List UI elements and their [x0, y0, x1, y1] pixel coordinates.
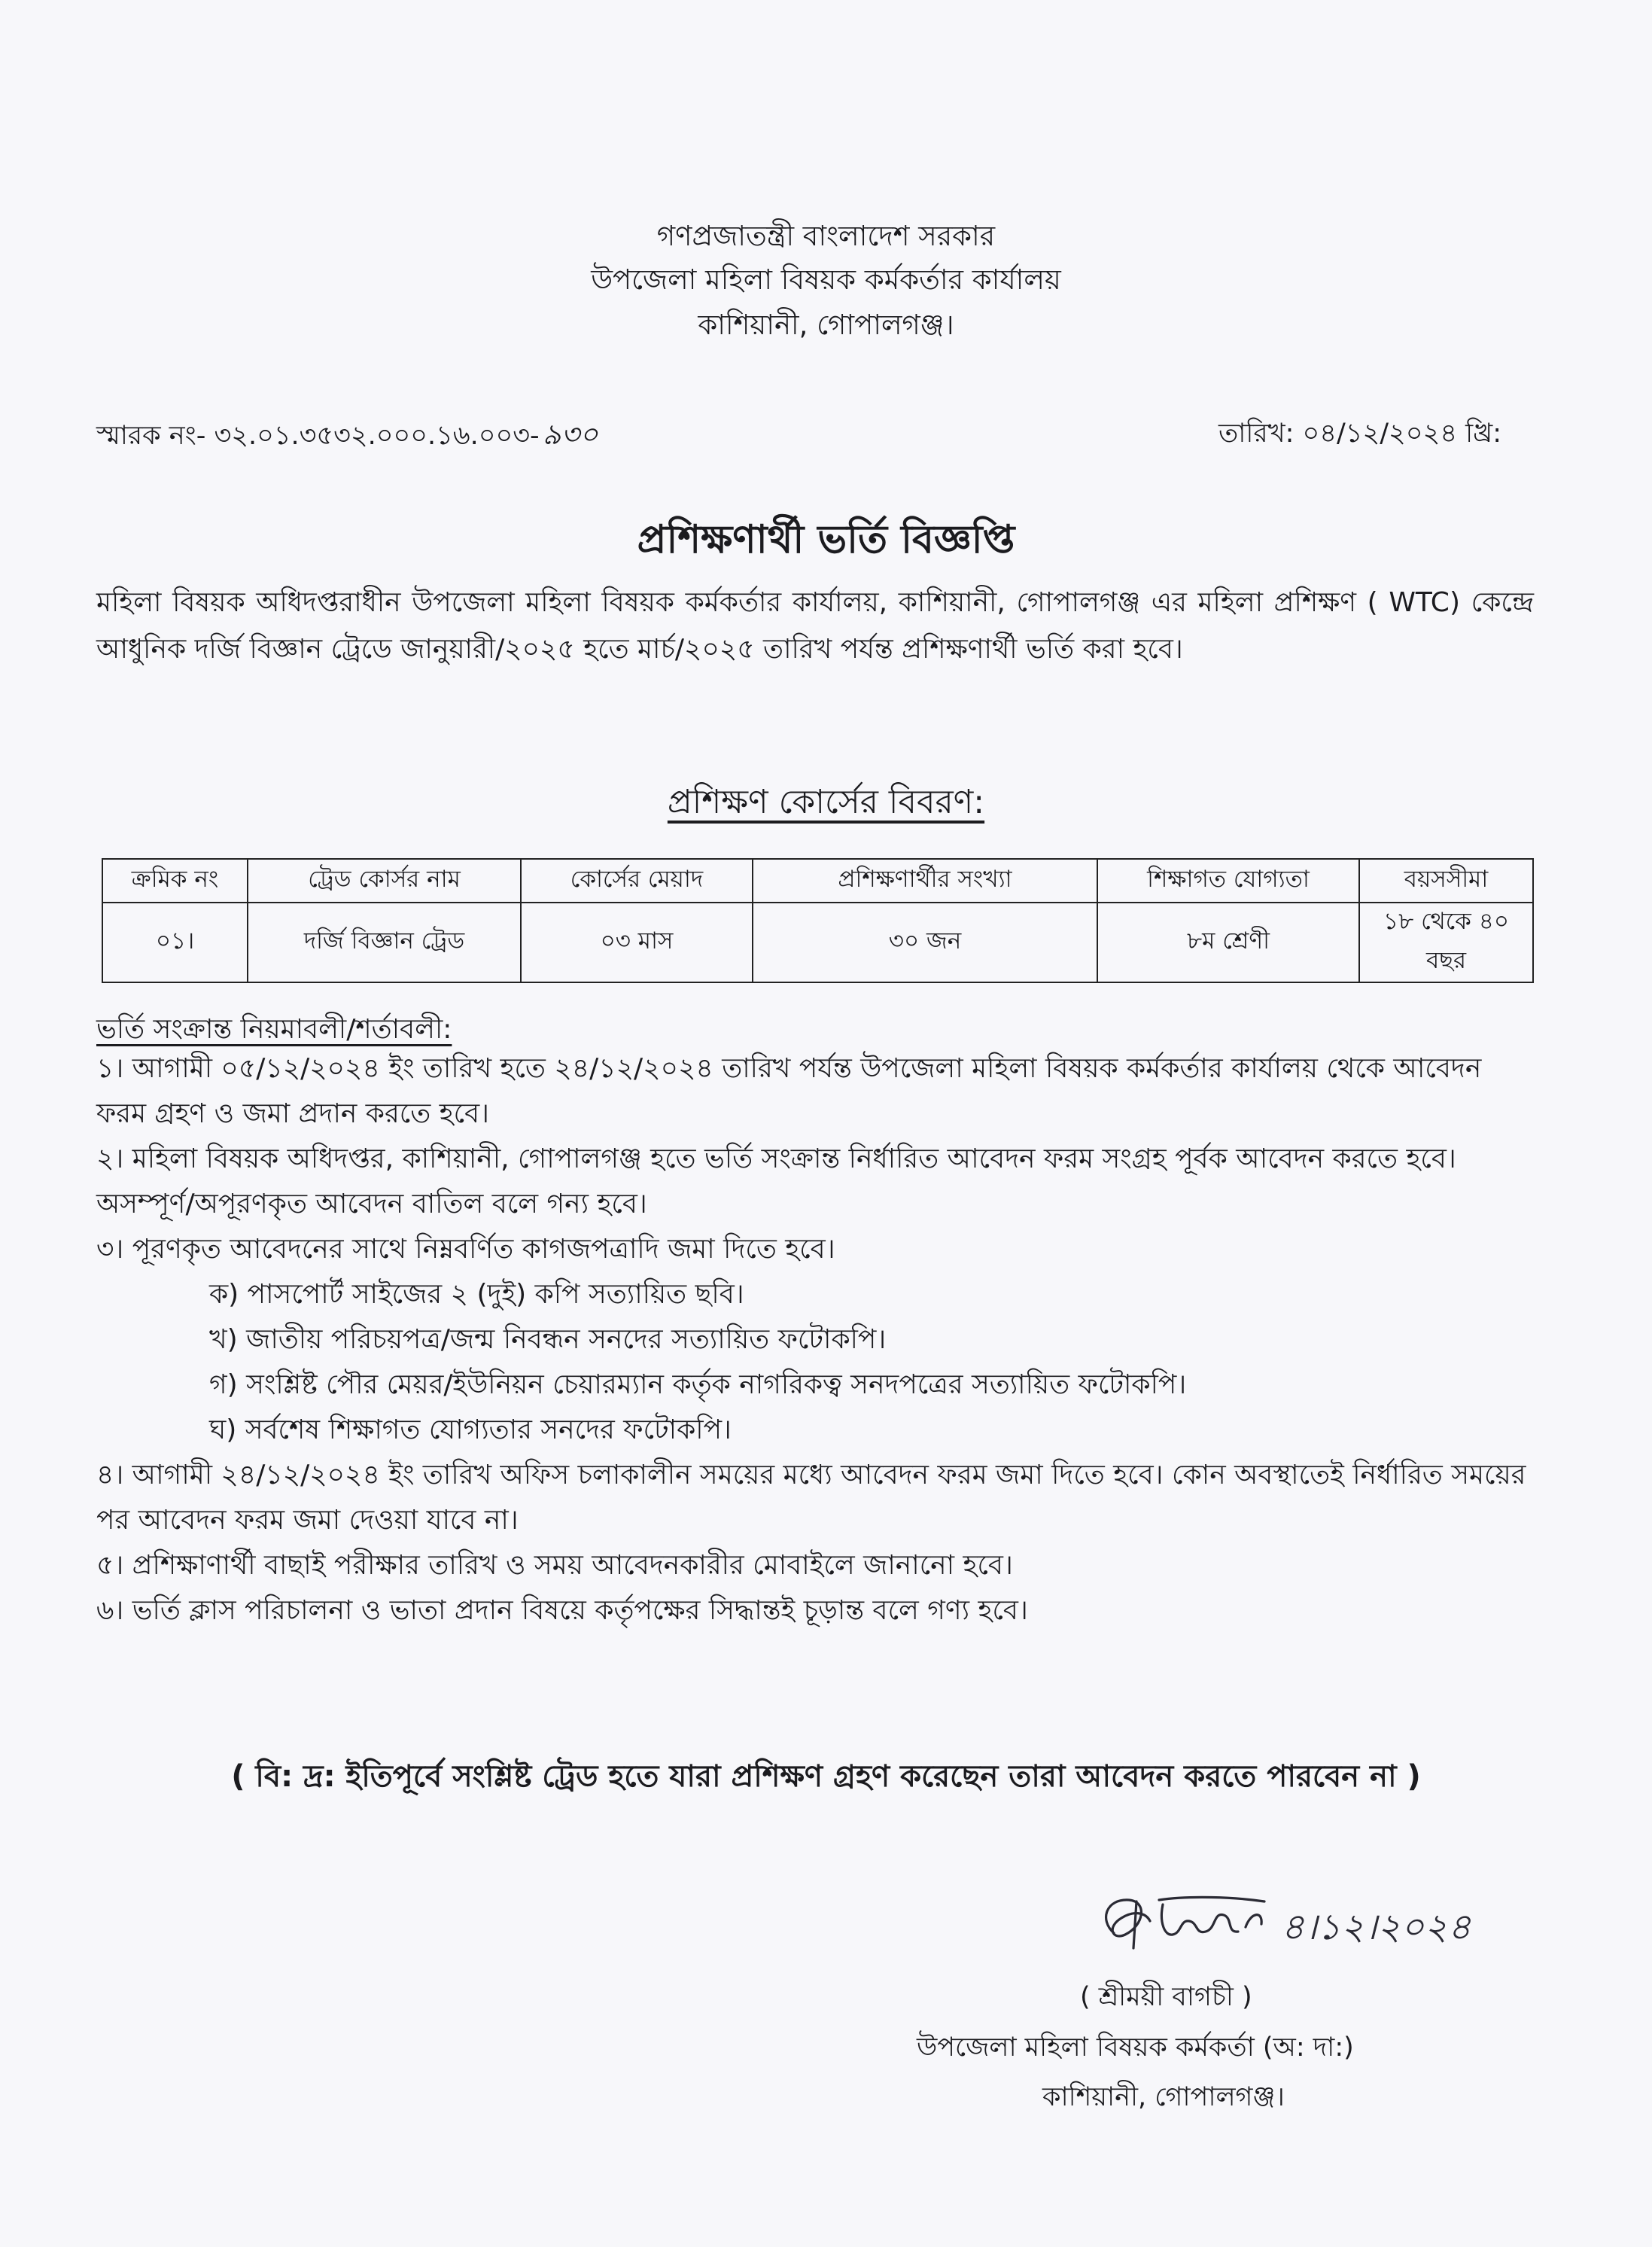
- rule-3-item-c: গ) সংশ্লিষ্ট পৌর মেয়র/ইউনিয়ন চেয়ারম্যান কর্তৃক নাগরিকত্ব সনদপত্রের সত্যায়িত ফটোকপি।: [209, 1369, 1187, 1400]
- course-heading: [0, 777, 1652, 832]
- table-cell-serial: ০১।: [102, 903, 248, 982]
- special-note: ( বি: দ্র: ইতিপূর্বে সংশ্লিষ্ট ট্রেড হতে যারা প্রশিক্ষণ গ্রহণ করেছেন তারা আবেদন করতে পারবেন না ): [231, 1759, 1421, 1794]
- signatory-name: ( শ্রীময়ী বাগচী ): [1080, 1982, 1252, 2012]
- table-header-age-limit: বয়সসীমা: [1359, 859, 1533, 903]
- table-header-row: [102, 859, 1533, 903]
- table-header-serial: ক্রমিক নং: [102, 859, 248, 903]
- table-cell-duration: ০৩ মাস: [521, 903, 753, 982]
- course-table: [102, 858, 1534, 983]
- header-location: কাশিয়ানী, গোপালগঞ্জ।: [698, 309, 954, 341]
- table-header-qualification: শিক্ষাগত যোগ্যতা: [1097, 859, 1359, 903]
- rules-list: [96, 1046, 1534, 1633]
- course-heading-text: প্রশিক্ষণ কোর্সের বিবরণ:: [667, 783, 985, 821]
- rule-3-item-d: ঘ) সর্বশেষ শিক্ষাগত যোগ্যতার সনদের ফটোকপি।: [209, 1414, 732, 1445]
- rules-heading: ভর্তি সংক্রান্ত নিয়মাবলী/শর্তাবলী:: [96, 1014, 452, 1045]
- table-header-trade: ট্রেড কোর্সর নাম: [248, 859, 521, 903]
- header-government: গণপ্রজাতন্ত্রী বাংলাদেশ সরকার: [656, 220, 996, 252]
- handwritten-signature: [1084, 1889, 1550, 1957]
- memo-number: [96, 413, 598, 461]
- rule-3: ৩। পূরণকৃত আবেদনের সাথে নিম্নবর্ণিত কাগজপত্রাদি জমা দিতে হবে।: [96, 1234, 835, 1265]
- table-row: [102, 903, 1533, 982]
- signatory-designation: উপজেলা মহিলা বিষয়ক কর্মকর্তা (অ: দা:): [917, 2032, 1354, 2063]
- signatory-place: কাশিয়ানী, গোপালগঞ্জ।: [1042, 2082, 1285, 2112]
- table-cell-trainees: ৩০ জন: [753, 903, 1097, 982]
- rule-3-item-a: ক) পাসপোর্ট সাইজের ২ (দুই) কপি সত্যায়িত ছবি।: [209, 1279, 744, 1310]
- rule-2: ২। মহিলা বিষয়ক অধিদপ্তর, কাশিয়ানী, গোপালগঞ্জ হতে ভর্তি সংক্রান্ত নির্ধারিত আবেদন ফরম সংগ্রহ পূর্বক আবেদন করতে হবে। অসম্পূর্ণ/অপূরণকৃত আবেদন বাতিল বলে গন্য হবে।: [96, 1143, 1456, 1219]
- rule-3-item-b: খ) জাতীয় পরিচয়পত্র/জন্ম নিবন্ধন সনদের সত্যায়িত ফটোকপি।: [209, 1324, 887, 1355]
- page-title: প্রশিক্ষণার্থী ভর্তি বিজ্ঞপ্তি: [637, 517, 1015, 562]
- table-cell-age-limit: ১৮ থেকে ৪০ বছর: [1359, 903, 1533, 982]
- rule-6: ৬। ভর্তি ক্লাস পরিচালনা ও ভাতা প্রদান বিষয়ে কর্তৃপক্ষের সিদ্ধান্তই চূড়ান্ত বলে গণ্য হবে।: [96, 1595, 1028, 1626]
- rule-1: ১। আগামী ০৫/১২/২০২৪ ইং তারিখ হতে ২৪/১২/২০২৪ তারিখ পর্যন্ত উপজেলা মহিলা বিষয়ক কর্মকর্তার কার্যালয় থেকে আবেদন ফরম গ্রহণ ও জমা প্রদান করতে হবে।: [96, 1053, 1482, 1129]
- issue-date: তারিখ: ০৪/১২/২০২৪ খ্রি:: [1218, 419, 1501, 449]
- table-header-trainees: প্রশিক্ষণার্থীর সংখ্যা: [753, 859, 1097, 903]
- intro-paragraph: মহিলা বিষয়ক অধিদপ্তরাধীন উপজেলা মহিলা বিষয়ক কর্মকর্তার কার্যালয়, কাশিয়ানী, গোপালগঞ্জ এর মহিলা প্রশিক্ষণ ( WTC) কেন্দ্রে আধুনিক দর্জি বিজ্ঞান ট্রেডে জানুয়ারী/২০২৫ হতে মার্চ/২০২৫ তারিখ পর্যন্ত প্রশিক্ষণার্থী ভর্তি করা হবে।: [96, 587, 1534, 665]
- rule-4: ৪। আগামী ২৪/১২/২০২৪ ইং তারিখ অফিস চলাকালীন সময়ের মধ্যে আবেদন ফরম জমা দিতে হবে। কোন অবস্থাতেই নির্ধারিত সময়ের পর আবেদন ফরম জমা দেওয়া যাবে না।: [96, 1460, 1526, 1536]
- table-cell-trade: দর্জি বিজ্ঞান ট্রেড: [248, 903, 521, 982]
- table-cell-qualification: ৮ম শ্রেণী: [1097, 903, 1359, 982]
- memo-handwritten-number: ৯৩০: [542, 418, 598, 451]
- memo-prefix: স্মারক নং- ৩২.০১.৩৫৩২.০০০.১৬.০০৩-: [96, 421, 540, 451]
- signature-date: ৪।১২।২০২৪: [1281, 1906, 1471, 1948]
- table-header-duration: কোর্সের মেয়াদ: [521, 859, 753, 903]
- rule-5: ৫। প্রশিক্ষাণার্থী বাছাই পরীক্ষার তারিখ ও সময় আবেদনকারীর মোবাইলে জানানো হবে।: [96, 1550, 1013, 1581]
- header-office: উপজেলা মহিলা বিষয়ক কর্মকর্তার কার্যালয়: [591, 263, 1061, 296]
